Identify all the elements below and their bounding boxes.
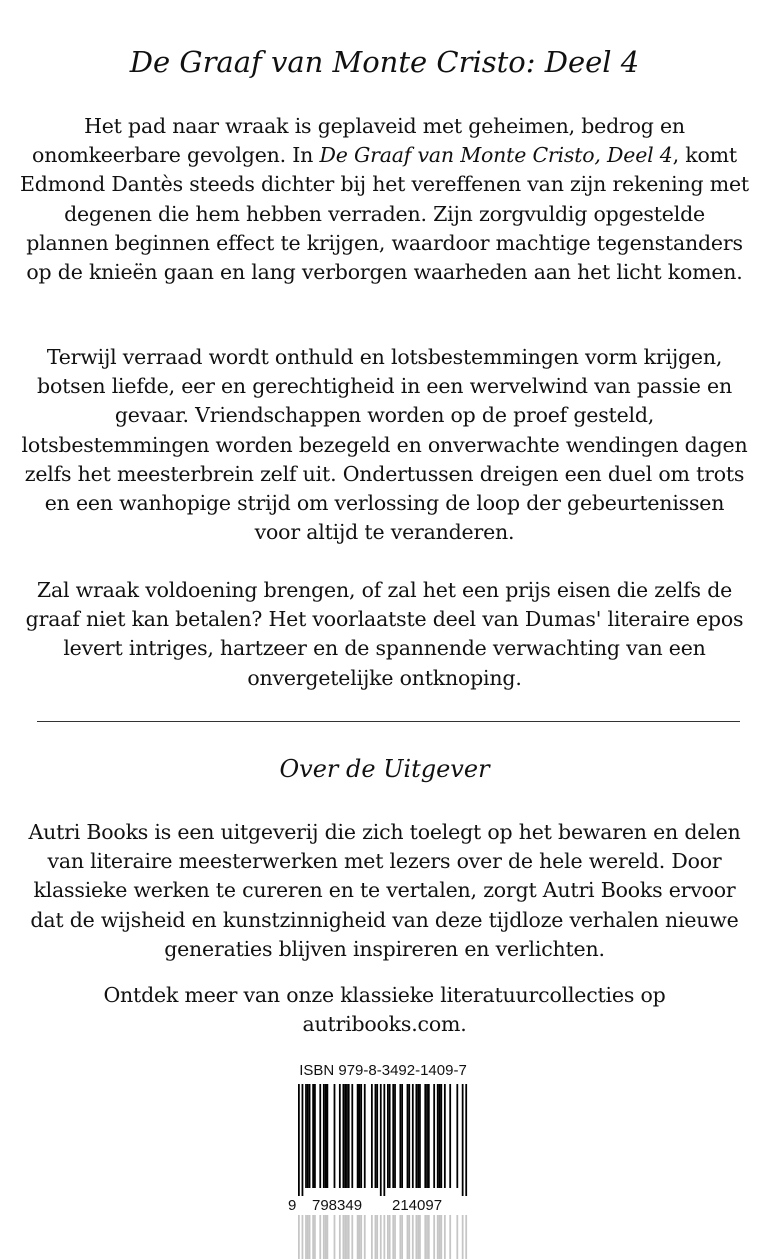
- barcode-reflection-bar: [387, 1215, 389, 1259]
- barcode-reflection-bar: [357, 1215, 359, 1259]
- barcode-reflection-bar: [323, 1215, 325, 1259]
- barcode-reflection-bar: [465, 1215, 467, 1259]
- barcode-bar: [334, 1084, 336, 1188]
- barcode-reflection-bar: [351, 1215, 353, 1259]
- barcode-bar: [359, 1084, 361, 1188]
- barcode-reflection-bar: [312, 1215, 314, 1259]
- barcode-reflection-bar: [344, 1215, 346, 1259]
- barcode-bar: [364, 1084, 366, 1188]
- barcode-reflection-bar: [307, 1215, 309, 1259]
- barcode-reflection-bar: [346, 1215, 348, 1259]
- barcode-reflection-bar: [417, 1215, 419, 1259]
- barcode-bar: [307, 1084, 309, 1188]
- isbn-barcode-block: [288, 1060, 478, 1259]
- barcode-reflection-bar: [462, 1215, 464, 1259]
- barcode-reflection-bar: [394, 1215, 396, 1259]
- publisher-cta: Ontdek meer van onze klassieke literatuurcollecties op autribooks.com.: [103, 983, 666, 1037]
- barcode-bar: [424, 1084, 426, 1188]
- barcode-bar: [298, 1084, 300, 1196]
- barcode-bar: [357, 1084, 359, 1188]
- barcode-reflection-bar: [440, 1215, 442, 1259]
- barcode-reflection-bar: [305, 1215, 307, 1259]
- barcode-bar: [428, 1084, 430, 1188]
- barcode-bar: [348, 1084, 350, 1188]
- barcode-reflection-bar: [309, 1215, 311, 1259]
- barcode-reflection: [288, 1215, 478, 1259]
- barcode-bar: [444, 1084, 446, 1188]
- barcode-reflection-bars: [288, 1215, 478, 1259]
- barcode-reflection-bar: [319, 1215, 321, 1259]
- isbn-label: ISBN 979-8-3492-1409-7: [299, 1062, 467, 1079]
- barcode-reflection-bar: [408, 1215, 410, 1259]
- barcode-reflection-bar: [407, 1215, 409, 1259]
- barcode-bar: [389, 1084, 391, 1188]
- barcode-reflection-bar: [348, 1215, 350, 1259]
- barcode-bar: [371, 1084, 373, 1188]
- barcode-bar: [456, 1084, 458, 1188]
- section-divider: [37, 721, 740, 722]
- barcode-bar: [346, 1084, 348, 1188]
- barcode-reflection-bar: [339, 1215, 341, 1259]
- barcode-bar: [344, 1084, 346, 1188]
- barcode-reflection-bar: [302, 1215, 304, 1259]
- barcode-bar: [412, 1084, 414, 1188]
- barcode-reflection-bar: [449, 1215, 451, 1259]
- barcode-bar: [415, 1084, 417, 1188]
- description-p1-text-start: Het pad naar wraak is geplaveid met geheimen, bedrog en onomkeerbare gevolgen. In: [32, 114, 685, 168]
- barcode-reflection-bar: [376, 1215, 378, 1259]
- description-p1-book-title: De Graaf van Monte Cristo, Deel 4: [319, 143, 673, 168]
- barcode-bar: [319, 1084, 321, 1188]
- barcode-bar: [417, 1084, 419, 1188]
- barcode-bar: [408, 1084, 410, 1188]
- barcode-reflection-bar: [415, 1215, 417, 1259]
- barcode-reflection-bar: [364, 1215, 366, 1259]
- barcode-reflection-bar: [392, 1215, 394, 1259]
- barcode-bar: [387, 1084, 389, 1188]
- barcode-digits-right: 214097: [392, 1197, 443, 1214]
- barcode-bar: [323, 1084, 325, 1188]
- barcode-reflection-bar: [444, 1215, 446, 1259]
- barcode-bar: [449, 1084, 451, 1188]
- barcode-bar: [360, 1084, 362, 1188]
- description-paragraph-2: Terwijl verraad wordt onthuld en lotsbestemmingen vorm krijgen, botsen liefde, eer en gerechtigheid in een wervelwind van passie en gevaar. Vriendschappen worden op de proef gesteld, lotsbestemmingen worden bezegeld en onverwachte wendingen dagen zelfs het meesterbrein zelf uit. Ondertussen dreigen een duel om trots en een wanhopige strijd om verlossing de loop der gebeurtenissen voor altijd te veranderen.: [21, 345, 748, 545]
- barcode-reflection-bar: [428, 1215, 430, 1259]
- barcode-bar: [339, 1084, 341, 1188]
- publisher-heading: Over de Uitgever: [279, 755, 490, 783]
- barcode-reflection-bar: [298, 1215, 300, 1259]
- barcode-reflection-bar: [334, 1215, 336, 1259]
- barcode-bar: [380, 1084, 382, 1196]
- barcode-bar: [326, 1084, 328, 1188]
- description-paragraph-1: [20, 112, 749, 287]
- barcode-reflection-bar: [343, 1215, 345, 1259]
- description-p1-text-end: , komt Edmond Dantès steeds dichter bij het vereffenen van zijn rekening met degenen die hem hebben verraden. Zijn zorgvuldig opgestelde plannen beginnen effect te krijgen, waardoor machtige tegenstanders op de knieën gaan en lang verborgen waarheden aan het licht komen.: [20, 143, 749, 285]
- barcode-reflection-bar: [360, 1215, 362, 1259]
- barcode-reflection-bar: [359, 1215, 361, 1259]
- barcode-bar: [399, 1084, 401, 1188]
- barcode-reflection-bar: [375, 1215, 377, 1259]
- barcode-reflection-bar: [383, 1215, 385, 1259]
- barcode-bar: [392, 1084, 394, 1188]
- barcode-digits-left: 798349: [312, 1197, 363, 1214]
- barcode-digit-first: 9: [288, 1197, 297, 1214]
- barcode-bar: [314, 1084, 316, 1188]
- barcode-reflection-bar: [389, 1215, 391, 1259]
- barcode-bar: [407, 1084, 409, 1188]
- barcode-bar: [437, 1084, 439, 1188]
- barcode-reflection-bar: [424, 1215, 426, 1259]
- barcode-bar: [419, 1084, 421, 1188]
- barcode-bar: [401, 1084, 403, 1188]
- barcode-reflection-bar: [426, 1215, 428, 1259]
- barcode-reflection-bar: [456, 1215, 458, 1259]
- barcode-bar: [375, 1084, 377, 1188]
- book-title: De Graaf van Monte Cristo: Deel 4: [129, 45, 640, 79]
- barcode-bars: [288, 1084, 478, 1196]
- barcode-reflection-bar: [437, 1215, 439, 1259]
- barcode-reflection-bar: [371, 1215, 373, 1259]
- barcode-bar: [439, 1084, 441, 1188]
- barcode-bar: [462, 1084, 464, 1196]
- barcode-bar: [309, 1084, 311, 1188]
- barcode-reflection-bar: [325, 1215, 327, 1259]
- barcode-reflection-bar: [399, 1215, 401, 1259]
- publisher-about: Autri Books is een uitgeverij die zich toelegt op het bewaren en delen van literaire meesterwerken met lezers over de hele wereld. Door klassieke werken te cureren en te vertalen, zorgt Autri Books ervoor dat de wijsheid en kunstzinnigheid van deze tijdloze verhalen nieuwe generaties blijven inspireren en verlichten.: [28, 820, 741, 961]
- barcode-reflection-bar: [439, 1215, 441, 1259]
- barcode-bar: [433, 1084, 435, 1188]
- barcode-reflection-bar: [419, 1215, 421, 1259]
- barcode-reflection-bar: [314, 1215, 316, 1259]
- barcode-reflection-bar: [412, 1215, 414, 1259]
- barcode-bar: [305, 1084, 307, 1188]
- barcode-bar: [302, 1084, 304, 1196]
- barcode-reflection-bar: [401, 1215, 403, 1259]
- barcode-bar: [394, 1084, 396, 1188]
- barcode-bar: [351, 1084, 353, 1188]
- barcode-reflection-bar: [380, 1215, 382, 1259]
- description-paragraph-3: Zal wraak voldoening brengen, of zal het een prijs eisen die zelfs de graaf niet kan betalen? Het voorlaatste deel van Dumas' literaire epos levert intriges, hartzeer en de spannende verwachting van een onvergetelijke ontknoping.: [25, 578, 744, 690]
- barcode-digits: [288, 1196, 478, 1216]
- barcode-bar: [465, 1084, 467, 1196]
- barcode-bar: [325, 1084, 327, 1188]
- barcode-bar: [312, 1084, 314, 1188]
- barcode-bar: [426, 1084, 428, 1188]
- barcode-bar: [376, 1084, 378, 1188]
- barcode-bar: [343, 1084, 345, 1188]
- barcode-bar: [383, 1084, 385, 1196]
- barcode-bar: [440, 1084, 442, 1188]
- barcode-reflection-bar: [433, 1215, 435, 1259]
- barcode-reflection-bar: [326, 1215, 328, 1259]
